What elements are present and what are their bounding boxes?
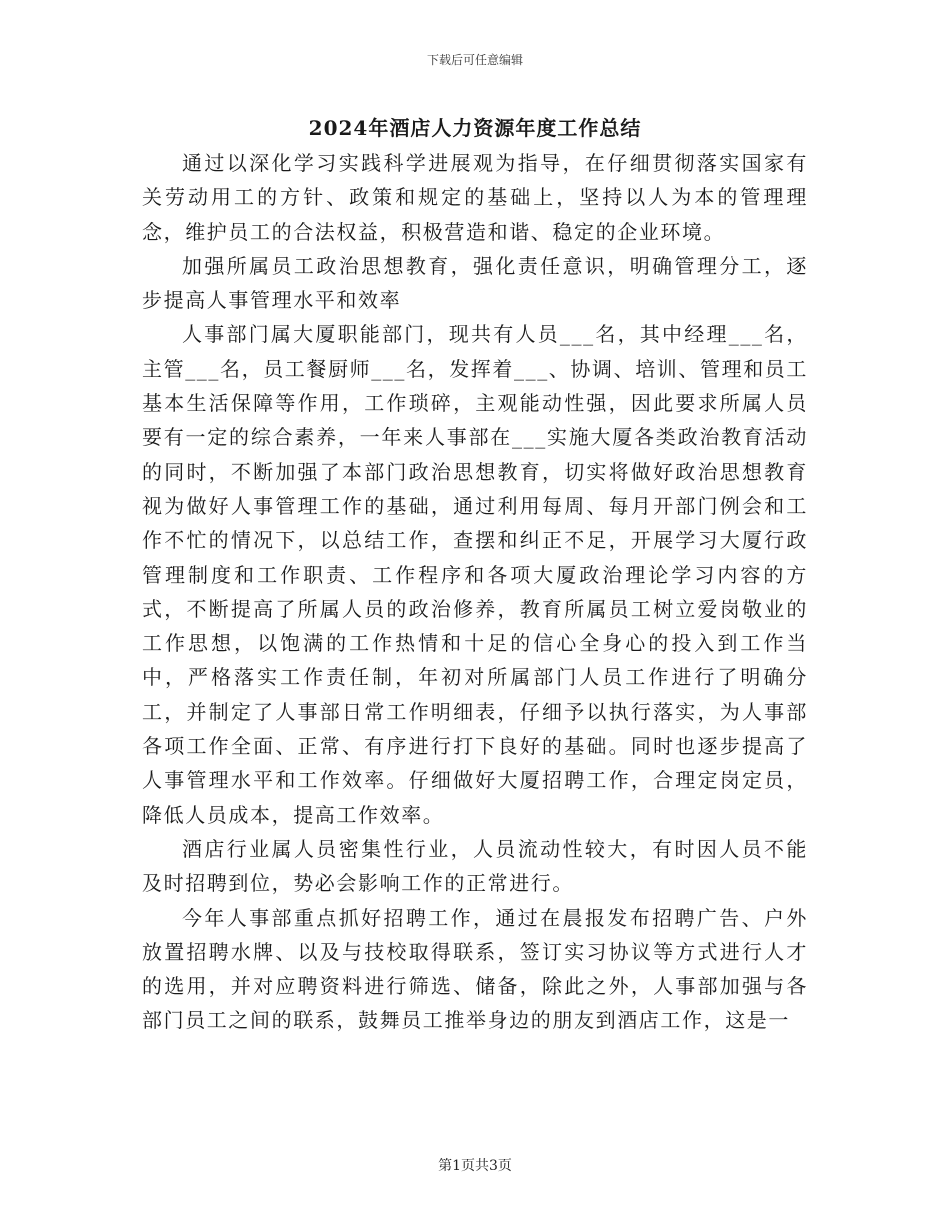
page-number: 第1页共3页 xyxy=(438,1158,512,1174)
paragraph-recruitment: 今年人事部重点抓好招聘工作，通过在晨报发布招聘广告、户外放置招聘水牌、以及与技校取得联系，签订实习协议等方式进行人才的选用，并对应聘资料进行筛选、储备，除此之外，人事部加强与各部门员工之间的联系，鼓舞员工推举身边的朋友到酒店工作，这是一 xyxy=(142,905,808,1033)
paragraph-hr-department: 人事部门属大厦职能部门，现共有人员___名，其中经理___名，主管___名，员工餐厨师___名，发挥着___、协调、培训、管理和员工基本生活保障等作用，工作琐碎，主观能动性强，因此要求所属人员要有一定的综合素养，一年来人事部在___实施大厦各类政治教育活动的同时，不断加强了本部门政治思想教育，切实将做好政治思想教育视为做好人事管理工作的基础，通过利用每周、每月开部门例会和工作不忙的情况下，以总结工作，查摆和纠正不足，开展学习大厦行政管理制度和工作职责、工作程序和各项大厦政治理论学习内容的方式，不断提高了所属人员的政治修养，教育所属员工树立爱岗敬业的工作思想，以饱满的工作热情和十足的信心全身心的投入到工作当中，严格落实工作责任制，年初对所属部门人员工作进行了明确分工，并制定了人事部日常工作明细表，仔细予以执行落实，为人事部各项工作全面、正常、有序进行打下良好的基础。同时也逐步提高了人事管理水平和工作效率。仔细做好大厦招聘工作，合理定岗定员，降低人员成本，提高工作效率。 xyxy=(142,322,808,827)
paragraph-section-heading: 加强所属员工政治思想教育，强化责任意识，明确管理分工，逐步提高人事管理水平和效率 xyxy=(142,253,808,313)
document-body xyxy=(142,146,808,1038)
document-title: 2024年酒店人力资源年度工作总结 xyxy=(308,116,642,140)
page-header-note: 下载后可任意编辑 xyxy=(426,53,523,67)
paragraph-intro: 通过以深化学习实践科学进展观为指导，在仔细贯彻落实国家有关劳动用工的方针、政策和规定的基础上，坚持以人为本的管理理念，维护员工的合法权益，积极营造和谐、稳定的企业环境。 xyxy=(142,151,808,244)
paragraph-industry: 酒店行业属人员密集性行业，人员流动性较大，有时因人员不能及时招聘到位，势必会影响工作的正常进行。 xyxy=(142,836,808,896)
